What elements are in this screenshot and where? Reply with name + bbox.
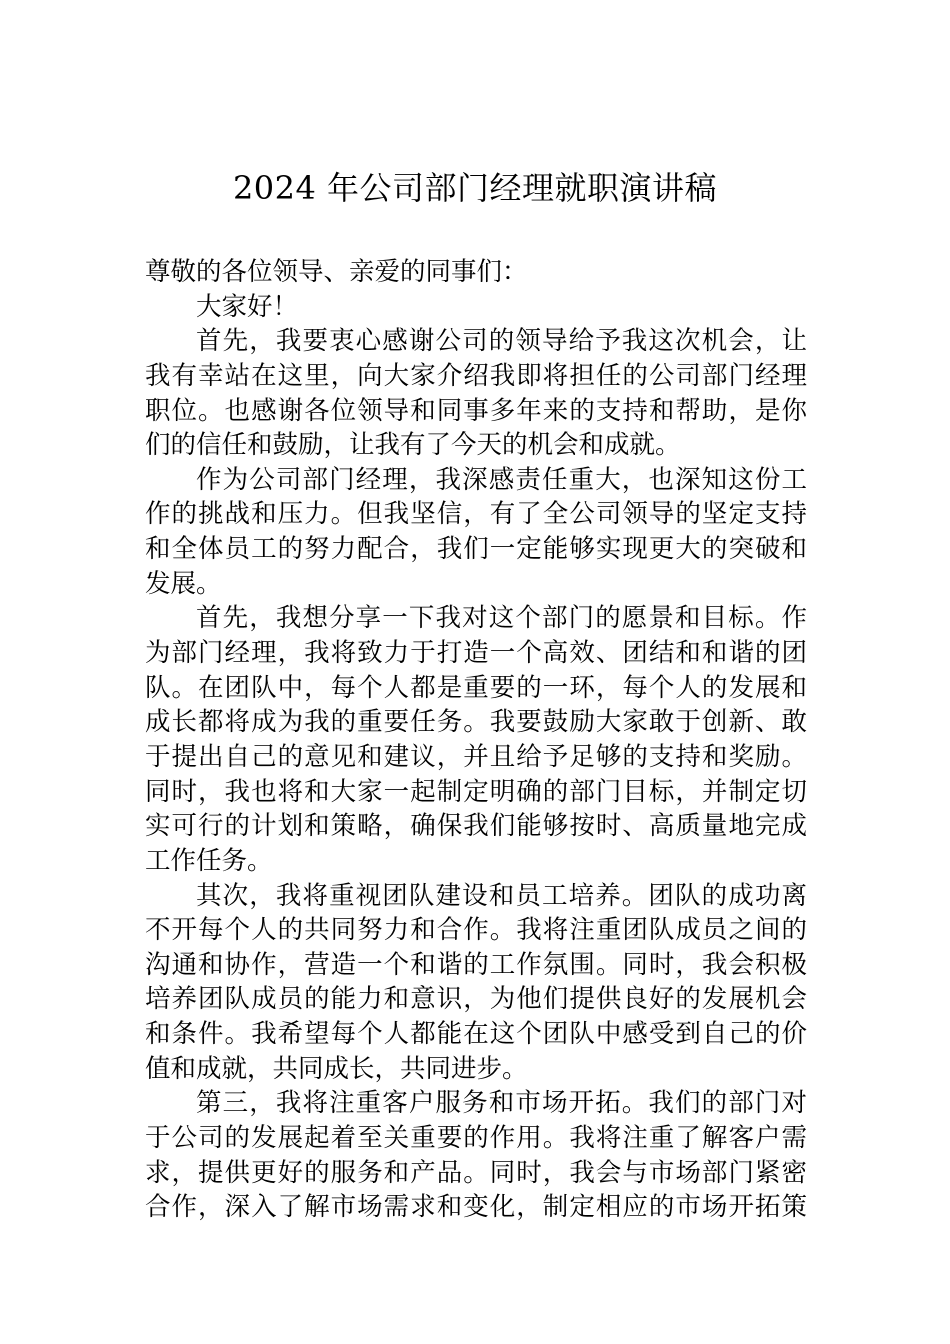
text-line: 求，提供更好的服务和产品。同时，我会与市场部门紧密	[145, 1157, 807, 1188]
text-line: 沟通和协作，营造一个和谐的工作氛围。同时，我会积极	[145, 949, 807, 980]
text-line: 作为公司部门经理，我深感责任重大，也深知这份工	[196, 464, 807, 495]
document-body	[145, 255, 807, 1225]
text-line: 工作任务。	[145, 845, 273, 876]
document-title: 2024 年公司部门经理就职演讲稿	[232, 169, 718, 207]
text-line: 作的挑战和压力。但我坚信，有了全公司领导的坚定支持	[145, 499, 807, 530]
text-line: 和全体员工的努力配合，我们一定能够实现更大的突破和	[145, 534, 807, 565]
text-line: 为部门经理，我将致力于打造一个高效、团结和和谐的团	[145, 638, 807, 669]
text-line: 第三，我将注重客户服务和市场开拓。我们的部门对	[196, 1088, 807, 1119]
text-line: 同时，我也将和大家一起制定明确的部门目标，并制定切	[145, 776, 807, 807]
text-line: 首先，我想分享一下我对这个部门的愿景和目标。作	[196, 603, 807, 634]
text-line: 于提出自己的意见和建议，并且给予足够的支持和奖励。	[145, 741, 807, 772]
text-line: 培养团队成员的能力和意识，为他们提供良好的发展机会	[145, 984, 807, 1015]
text-line: 值和成就，共同成长，共同进步。	[145, 1053, 528, 1084]
text-line: 实可行的计划和策略，确保我们能够按时、高质量地完成	[145, 811, 807, 842]
text-line: 发展。	[145, 568, 222, 599]
text-line: 大家好！	[196, 291, 299, 322]
text-line: 队。在团队中，每个人都是重要的一环，每个人的发展和	[145, 672, 807, 703]
text-line: 我有幸站在这里，向大家介绍我即将担任的公司部门经理	[145, 360, 807, 391]
text-line: 合作，深入了解市场需求和变化，制定相应的市场开拓策	[145, 1192, 807, 1223]
text-line: 尊敬的各位领导、亲爱的同事们：	[145, 257, 528, 287]
text-line: 首先，我要衷心感谢公司的领导给予我这次机会，让	[196, 326, 807, 357]
text-line: 们的信任和鼓励，让我有了今天的机会和成就。	[145, 430, 681, 461]
text-line: 成长都将成为我的重要任务。我要鼓励大家敢于创新、敢	[145, 707, 807, 738]
text-line: 和条件。我希望每个人都能在这个团队中感受到自己的价	[145, 1019, 807, 1050]
text-line: 不开每个人的共同努力和合作。我将注重团队成员之间的	[145, 915, 807, 946]
text-line: 职位。也感谢各位领导和同事多年来的支持和帮助，是你	[145, 395, 807, 426]
text-line: 于公司的发展起着至关重要的作用。我将注重了解客户需	[145, 1123, 807, 1154]
text-line: 其次，我将重视团队建设和员工培养。团队的成功离	[196, 880, 807, 911]
